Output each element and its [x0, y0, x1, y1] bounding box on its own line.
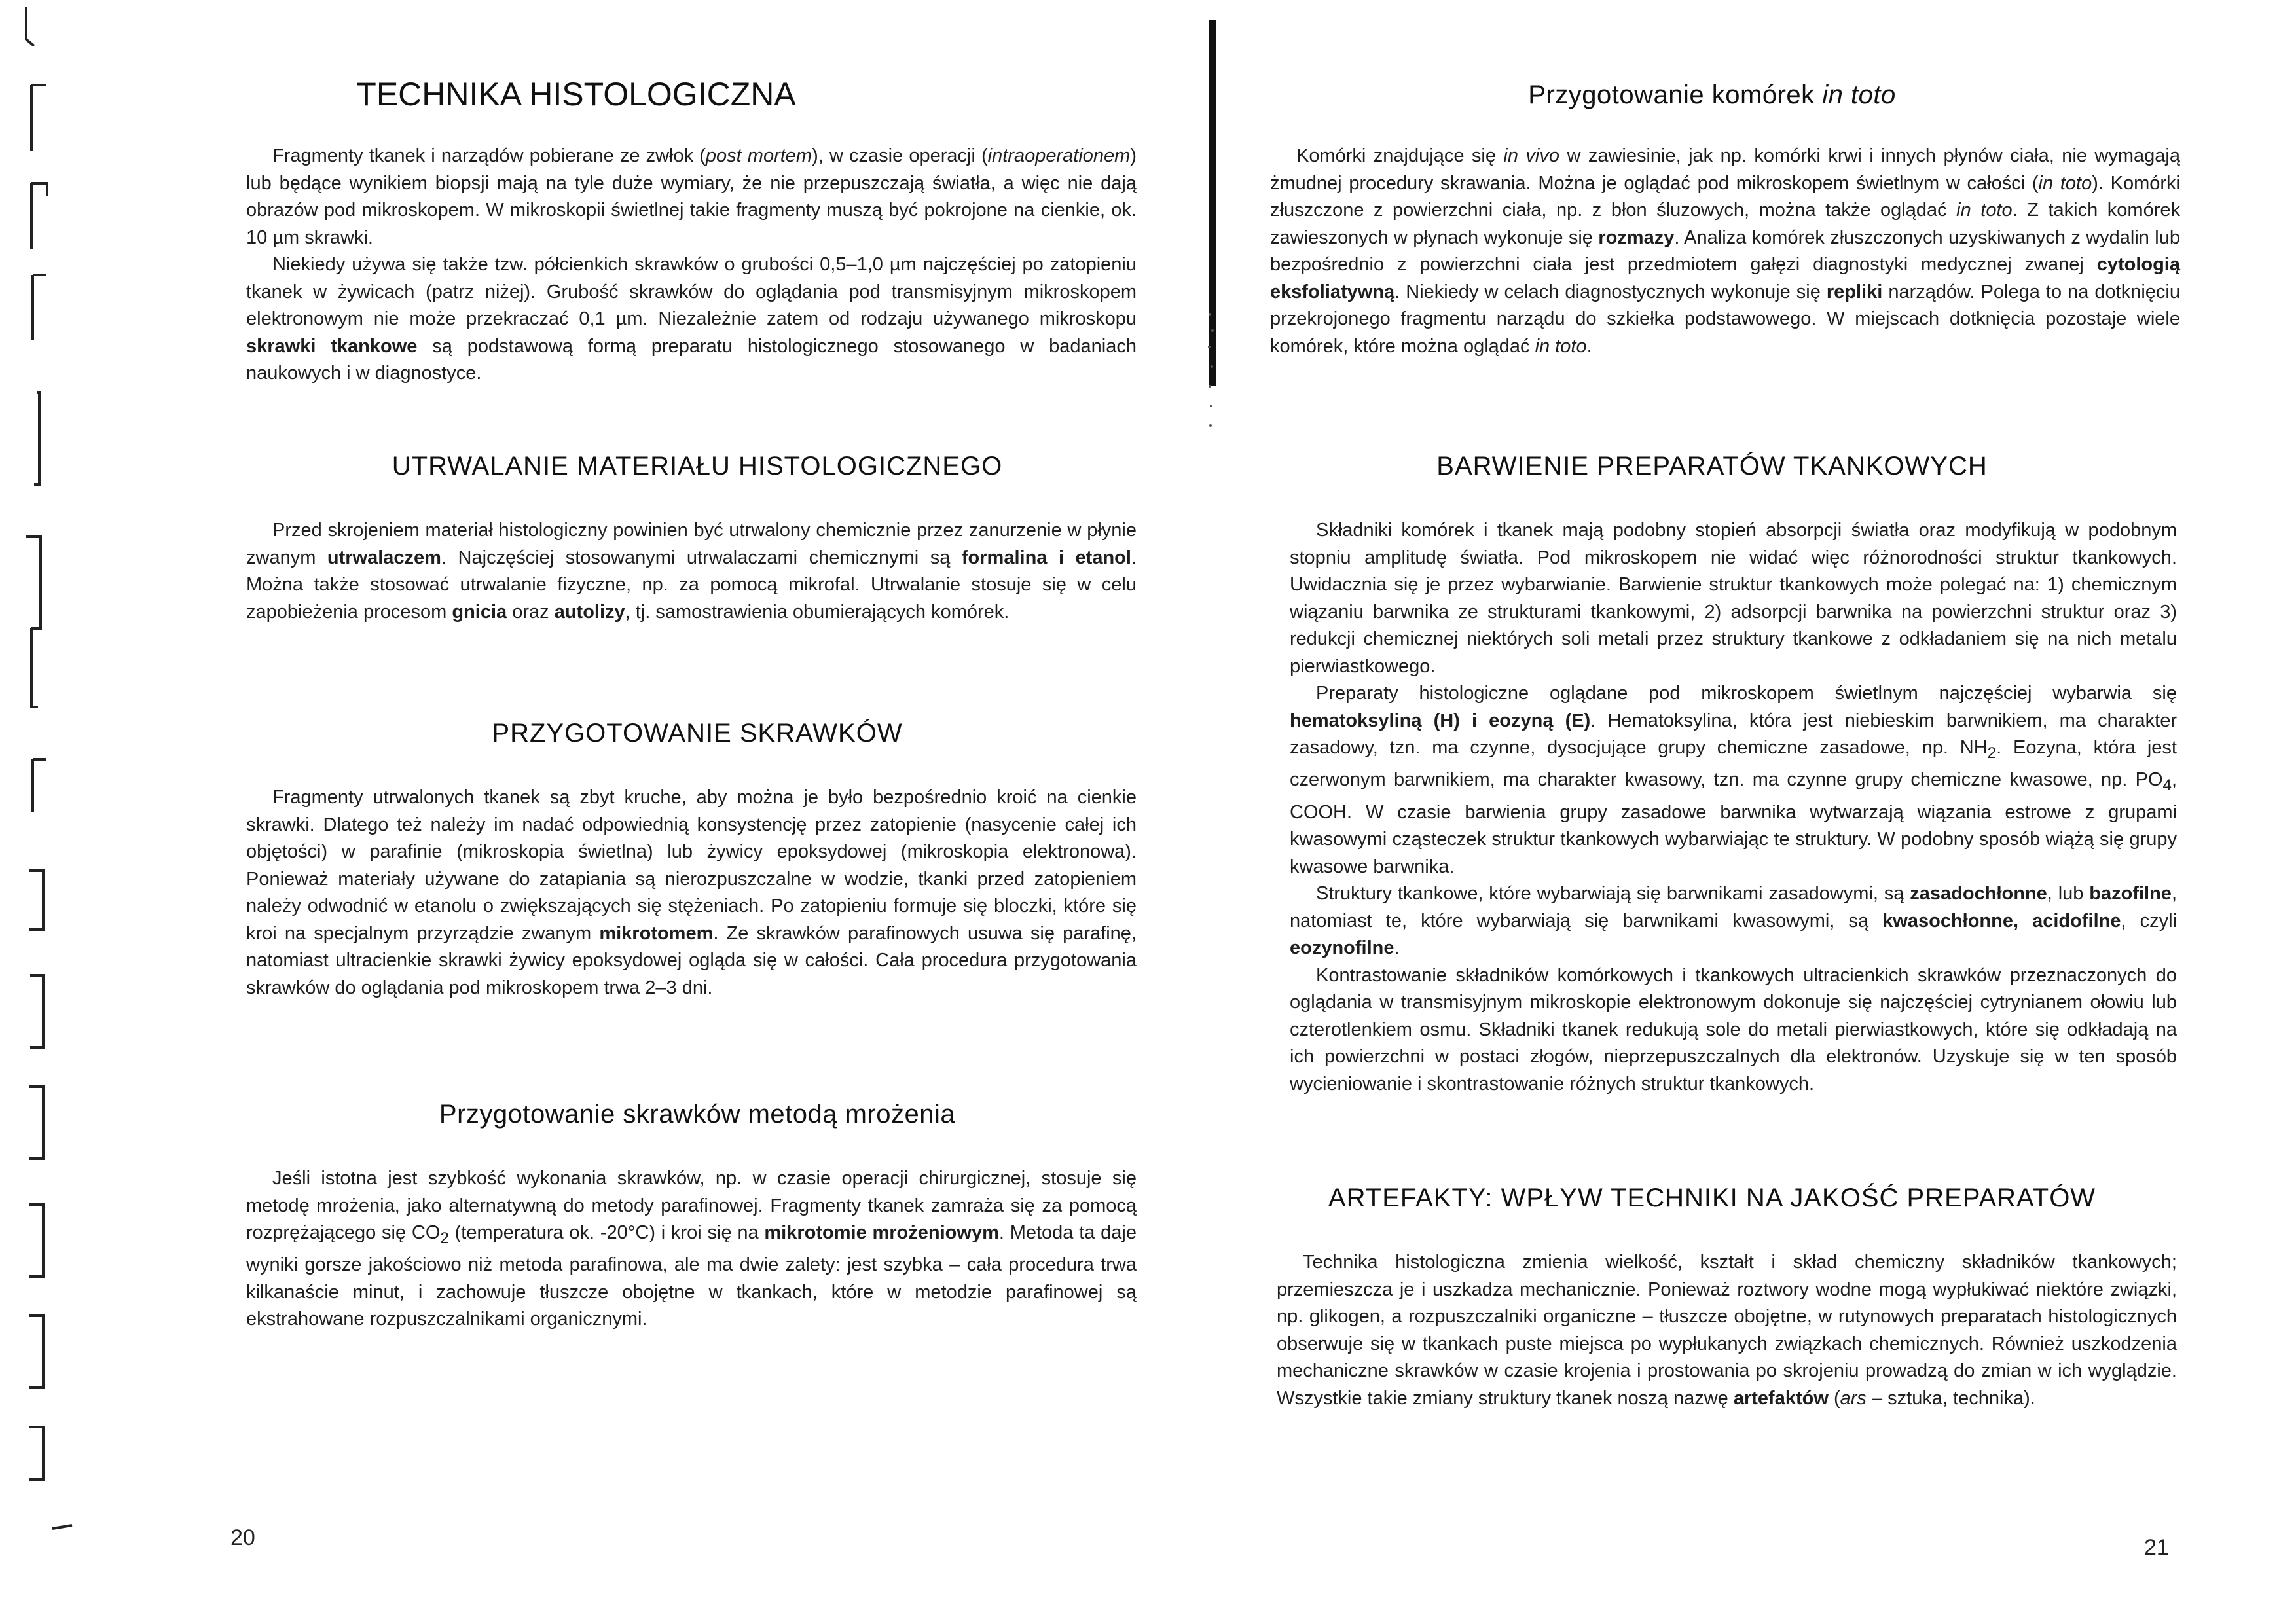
- intro-paragraph-2: Niekiedy używa się także tzw. półcienkich skrawków o grubości 0,5–1,0 µm najczęściej po zatopieniu tkanek w żywicach (patrz niżej). Grubość skrawków do oglądania pod transmisyjnym mikroskopem elektronowym nie może przekraczać 0,1 µm. Niezależnie zatem od rodzaju używanego mikroskopu skrawki tkankowe są podstawową formą preparatu histologicznego stosowanego w badaniach naukowych i w diagnostyce.: [246, 254, 1137, 384]
- staining-paragraph-4: Kontrastowanie składników komórkowych i tkankowych ultracienkich skrawków przeznaczonych do oglądania w transmisyjnym mikroskopie elektronowym dokonuje się najczęściej cytrynianem ołowiu lub czterotlenkiem osmu. Składniki tkanek redukują sole do metali pierwiastkowych, które się odkładają na ich powierzchni w postaci złogów, nieprzepuszczalnych dla elektronów. Uzyskuje się w ten sposób wycieniowanie i skontrastowanie różnych struktur tkankowych.: [1290, 964, 2177, 1095]
- fixation-paragraph: Przed skrojeniem materiał histologiczny powinien być utrwalony chemicznie przez zanurzenie w płynie zwanym utrwalaczem. Najczęściej stosowanymi utrwalaczami chemicznymi są formalina i etanol. Można także stosować utrwalanie fizyczne, np. za pomocą mikrofal. Utrwalanie stosuje się w celu zapobieżenia procesom gnicia oraz autolizy, tj. samostrawienia obumierających komórek.: [246, 520, 1137, 623]
- fixation-heading-block: [262, 452, 1133, 481]
- right-page: [1178, 0, 2296, 1613]
- sections-heading-block: [262, 719, 1133, 748]
- fixation-heading: UTRWALANIE MATERIAŁU HISTOLOGICZNEGO: [392, 452, 1003, 480]
- sections-paragraph: Fragmenty utrwalonych tkanek są zbyt kruche, aby można je było bezpośrednio kroić na cienkie skrawki. Dlatego też należy im nadać odpowiednią konsystencję przez zatopienie (nasycenie całej ich objętości) w parafinie (mikroskopia świetlna) lub żywicy epoksydowej (mikroskopia elektronowa). Ponieważ materiały używane do zatapiania są nierozpuszczalne w wodzie, tkanki przed zatopieniem należy odwodnić w etanolu o zwiększających się stężeniach. Po zatopieniu formuje się bloczki, które się kroi na specjalnym przyrządzie zwanym mikrotomem. Ze skrawków parafinowych usuwa się parafinę, natomiast ultracienkie skrawki żywicy epoksydowej ogląda się w całości. Cała procedura przygotowania skrawków do oglądania pod mikroskopem trwa 2–3 dni.: [246, 787, 1137, 998]
- frozen-section: [246, 1165, 1137, 1333]
- in-toto-heading-block: [1277, 81, 2147, 110]
- artifacts-heading: ARTEFAKTY: WPŁYW TECHNIKI NA JAKOŚĆ PREPARATÓW: [1328, 1184, 2096, 1212]
- artifacts-paragraph: Technika histologiczna zmienia wielkość, kształt i skład chemiczny składników tkankowych; przemieszcza je i uszkadza mechanicznie. Ponieważ roztwory wodne mogą wypłukiwać niektóre związki, np. glikogen, a rozpuszczalniki organiczne – tłuszcze obojętne, w rutynowych preparatach histologicznych obserwuje się w tkankach puste miejsca po wypłukanych związkach chemicznych. Również uszkodzenia mechaniczne skrawków w czasie krojenia i prostowania po skrojeniu prowadzą do zmian w ich wyglądzie. Wszystkie takie zmiany struktury tkanek noszą nazwę artefaktów (ars – sztuka, technika).: [1277, 1252, 2177, 1409]
- chapter-title: TECHNIKA HISTOLOGICZNA: [356, 76, 796, 113]
- frozen-heading: Przygotowanie skrawków metodą mrożenia: [439, 1100, 956, 1129]
- chapter-title-block: [249, 75, 903, 113]
- page-number-right: 21: [2144, 1535, 2169, 1560]
- intro-section: [246, 143, 1137, 388]
- artifacts-section: [1277, 1249, 2177, 1412]
- staining-paragraph-3: Struktury tkankowe, które wybarwiają się barwnikami zasadowymi, są zasadochłonne, lub bazofilne, natomiast te, które wybarwiają się barwnikami kwasowymi, są kwasochłonne, acidofilne, czyli eozynofilne.: [1290, 883, 2178, 959]
- page-number-left: 20: [230, 1525, 255, 1550]
- sections-heading: PRZYGOTOWANIE SKRAWKÓW: [492, 719, 903, 748]
- fixation-section: [246, 517, 1137, 626]
- in-toto-section: [1270, 143, 2180, 360]
- sections-section: [246, 784, 1137, 1002]
- staining-heading: BARWIENIE PREPARATÓW TKANKOWYCH: [1436, 452, 1988, 480]
- intro-paragraph-1: Fragmenty tkanek i narządów pobierane ze zwłok (post mortem), w czasie operacji (intraoperationem) lub będące wynikiem biopsji mają na tyle duże wymiary, że nie przepuszczają światła, a więc nie dają obrazów pod mikroskopem. W mikroskopii świetlnej takie fragmenty muszą być pokrojone na cienkie, ok. 10 µm skrawki.: [246, 145, 1137, 248]
- staining-heading-block: [1277, 452, 2147, 481]
- frozen-paragraph: Jeśli istotna jest szybkość wykonania skrawków, np. w czasie operacji chirurgicznej, stosuje się metodę mrożenia, jako alternatywną do metody parafinowej. Fragmenty tkanek zamraża się za pomocą rozprężającego się $CO_2$ (temperatura ok. -20°C) i kroi się na mikrotomie mrożeniowym. Metoda ta daje wyniki gorsze jakościowo niż metoda parafinowa, ale ma dwie zalety: jest szybka – cała procedura trwa kilkanaście minut, i zachowuje tłuszcze obojętne w tkankach, które w metodzie parafinowej są ekstrahowane rozpuszczalnikami organicznymi.: [246, 1168, 1137, 1330]
- artifacts-heading-block: [1277, 1184, 2147, 1213]
- staining-paragraph-1: Składniki komórek i tkanek mają podobny stopień absorpcji światła oraz modyfikują w podobnym stopniu amplitudę światła. Pod mikroskopem nie widać więc różnorodności struktur tkankowych. Uwidacznia się je przez wybarwianie. Barwienie struktur tkankowych może polegać na: 1) chemicznym wiązaniu barwnika ze strukturami tkankowymi, 2) adsorpcji barwnika na powierzchni struktur oraz 3) redukcji chemicznej niektórych soli metali przez struktury tkankowe z odkładaniem się na nich metalu pierwiastkowego.: [1290, 520, 2177, 677]
- in-toto-heading: Przygotowanie komórek in toto: [1528, 81, 1896, 109]
- frozen-heading-block: [262, 1100, 1133, 1129]
- in-toto-paragraph: Komórki znajdujące się in vivo w zawiesinie, jak np. komórki krwi i innych płynów ciała, nie wymagają żmudnej procedury skrawania. Można je oglądać pod mikroskopem świetlnym w całości (in toto). Komórki złuszczone z powierzchni ciała, np. z błon śluzowych, można także oglądać in toto. Z takich komórek zawieszonych w płynach wykonuje się rozmazy. Analiza komórek złuszczonych uzyskiwanych z wydalin lub bezpośrednio z powierzchni ciała jest przedmiotem gałęzi diagnostyki medycznej zwanej cytologią eksfoliatywną. Niekiedy w celach diagnostycznych wykonuje się repliki narządów. Polega to na dotknięciu przekrojonego fragmentu narządu do szkiełka podstawowego. W miejscach dotknięcia pozostaje wiele komórek, które można oglądać in toto.: [1270, 145, 2181, 357]
- staining-paragraph-2: Preparaty histologiczne oglądane pod mikroskopem świetlnym najczęściej wybarwia się hematoksyliną (H) i eozyną (E). Hematoksylina, która jest niebieskim barwnikiem, ma charakter zasadowy, tzn. ma czynne, dysocjujące grupy chemiczne zasadowe, np. $NH_2$. Eozyna, która jest czerwonym barwnikiem, ma charakter kwasowy, tzn. ma czynne grupy chemiczne kwasowe, np. $PO_4$, COOH. W czasie barwienia grupy zasadowe barwnika wytwarzają wiązania estrowe z grupami kwasowymi cząsteczek struktur tkankowych wybarwiając te struktury. W podobny sposób wiążą się grupy kwasowe barwnika.: [1290, 683, 2177, 877]
- staining-section: [1290, 517, 2177, 1098]
